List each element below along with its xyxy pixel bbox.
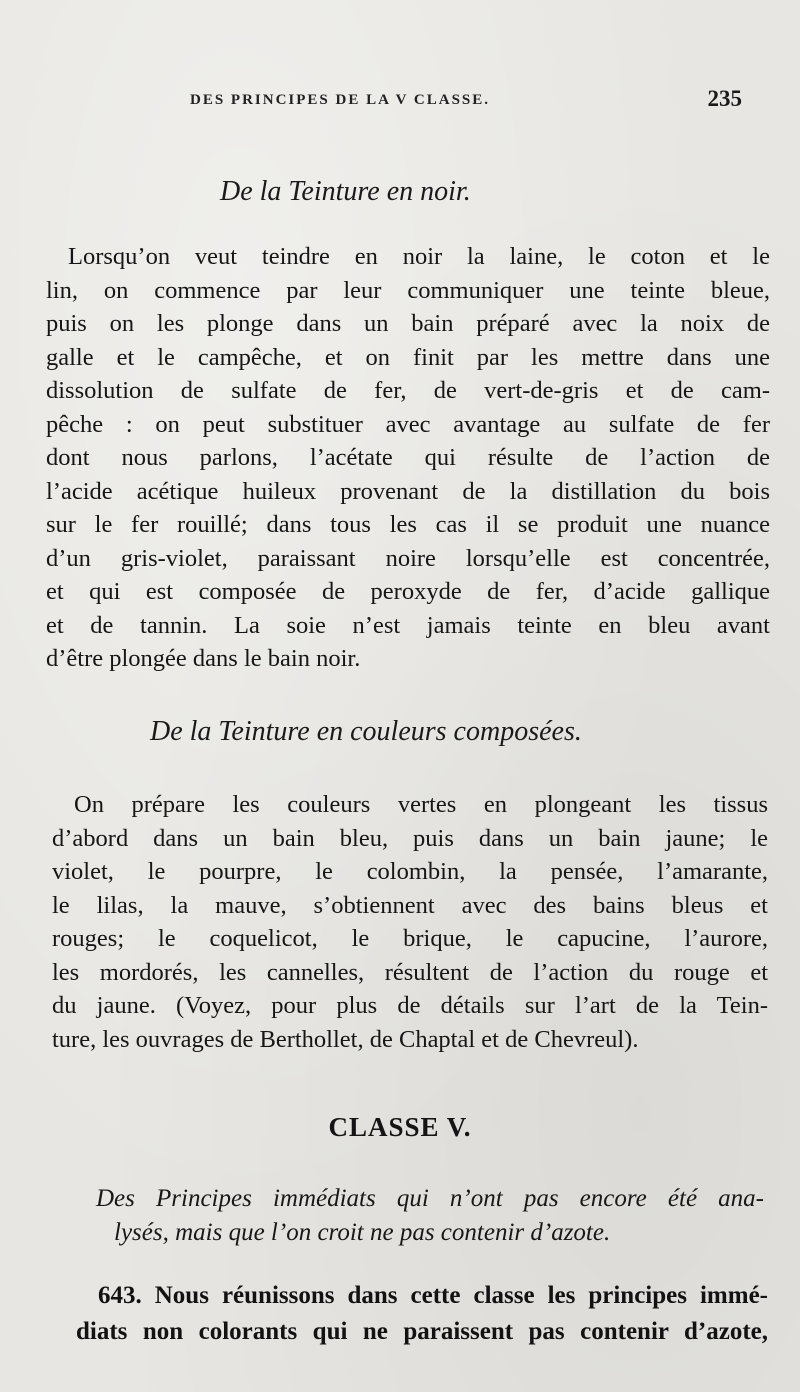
- page-number: 235: [707, 86, 742, 111]
- text-line: et qui est composée de peroxyde de fer, d’acide gallique: [46, 578, 770, 605]
- text-line: pêche : on peut substituer avec avantage au sulfate de fer: [46, 410, 770, 438]
- subtitle-line: lysés, mais que l’on croit ne pas contenir d’azote.: [114, 1219, 611, 1246]
- text-line: violet, le pourpre, le colombin, la pensée, l’amarante,: [52, 858, 768, 885]
- text-line: dissolution de sulfate de fer, de vert-de-gris et de cam-: [46, 377, 770, 404]
- paragraph-teinture-noir: [46, 240, 770, 676]
- text-line: diats non colorants qui ne paraissent pas contenir d’azote,: [76, 1318, 768, 1345]
- section-heading-teinture-noir: De la Teinture en noir.: [220, 176, 471, 207]
- text-line: et de tannin. La soie n’est jamais teinte en bleu avant: [46, 611, 770, 639]
- text-line: puis on les plonge dans un bain préparé avec la noix de: [46, 310, 770, 337]
- text-line: galle et le campêche, et on finit par les mettre dans une: [46, 343, 770, 371]
- text-line: les mordorés, les cannelles, résultent de l’action du rouge et: [52, 958, 768, 986]
- text-line: 643. Nous réunissons dans cette classe les principes immé-: [98, 1282, 768, 1309]
- paragraph-couleurs-composees: [52, 788, 768, 1056]
- subtitle-line: Des Principes immédiats qui n’ont pas encore été ana-: [96, 1185, 764, 1212]
- running-head: DES PRINCIPES DE LA V CLASSE.: [190, 92, 491, 108]
- text-line: rouges; le coquelicot, le brique, le capucine, l’aurore,: [52, 925, 768, 952]
- page-header: [190, 86, 750, 116]
- text-line: ture, les ouvrages de Berthollet, de Chaptal et de Chevreul).: [52, 1025, 639, 1053]
- paragraph-643: [76, 1278, 768, 1350]
- section-heading-couleurs-composees: De la Teinture en couleurs composées.: [150, 716, 582, 747]
- class-subtitle: [96, 1182, 764, 1250]
- text-line: dont nous parlons, l’acétate qui résulte de l’action de: [46, 444, 770, 471]
- text-line: du jaune. (Voyez, pour plus de détails sur l’art de la Tein-: [52, 992, 768, 1019]
- text-line: l’acide acétique huileux provenant de la distillation du bois: [46, 477, 770, 505]
- text-line: le lilas, la mauve, s’obtiennent avec des bains bleus et: [52, 891, 768, 919]
- text-line: sur le fer rouillé; dans tous les cas il se produit une nuance: [46, 511, 770, 538]
- text-line: d’un gris-violet, paraissant noire lorsqu’elle est concentrée,: [46, 544, 770, 572]
- text-line: d’être plongée dans le bain noir.: [46, 645, 361, 672]
- text-line: d’abord dans un bain bleu, puis dans un bain jaune; le: [52, 824, 768, 852]
- text-line: On prépare les couleurs vertes en plongeant les tissus: [74, 791, 768, 818]
- class-title: CLASSE V.: [328, 1112, 472, 1142]
- text-line: lin, on commence par leur communiquer une teinte bleue,: [46, 276, 770, 304]
- text-line: Lorsqu’on veut teindre en noir la laine, le coton et le: [68, 243, 770, 270]
